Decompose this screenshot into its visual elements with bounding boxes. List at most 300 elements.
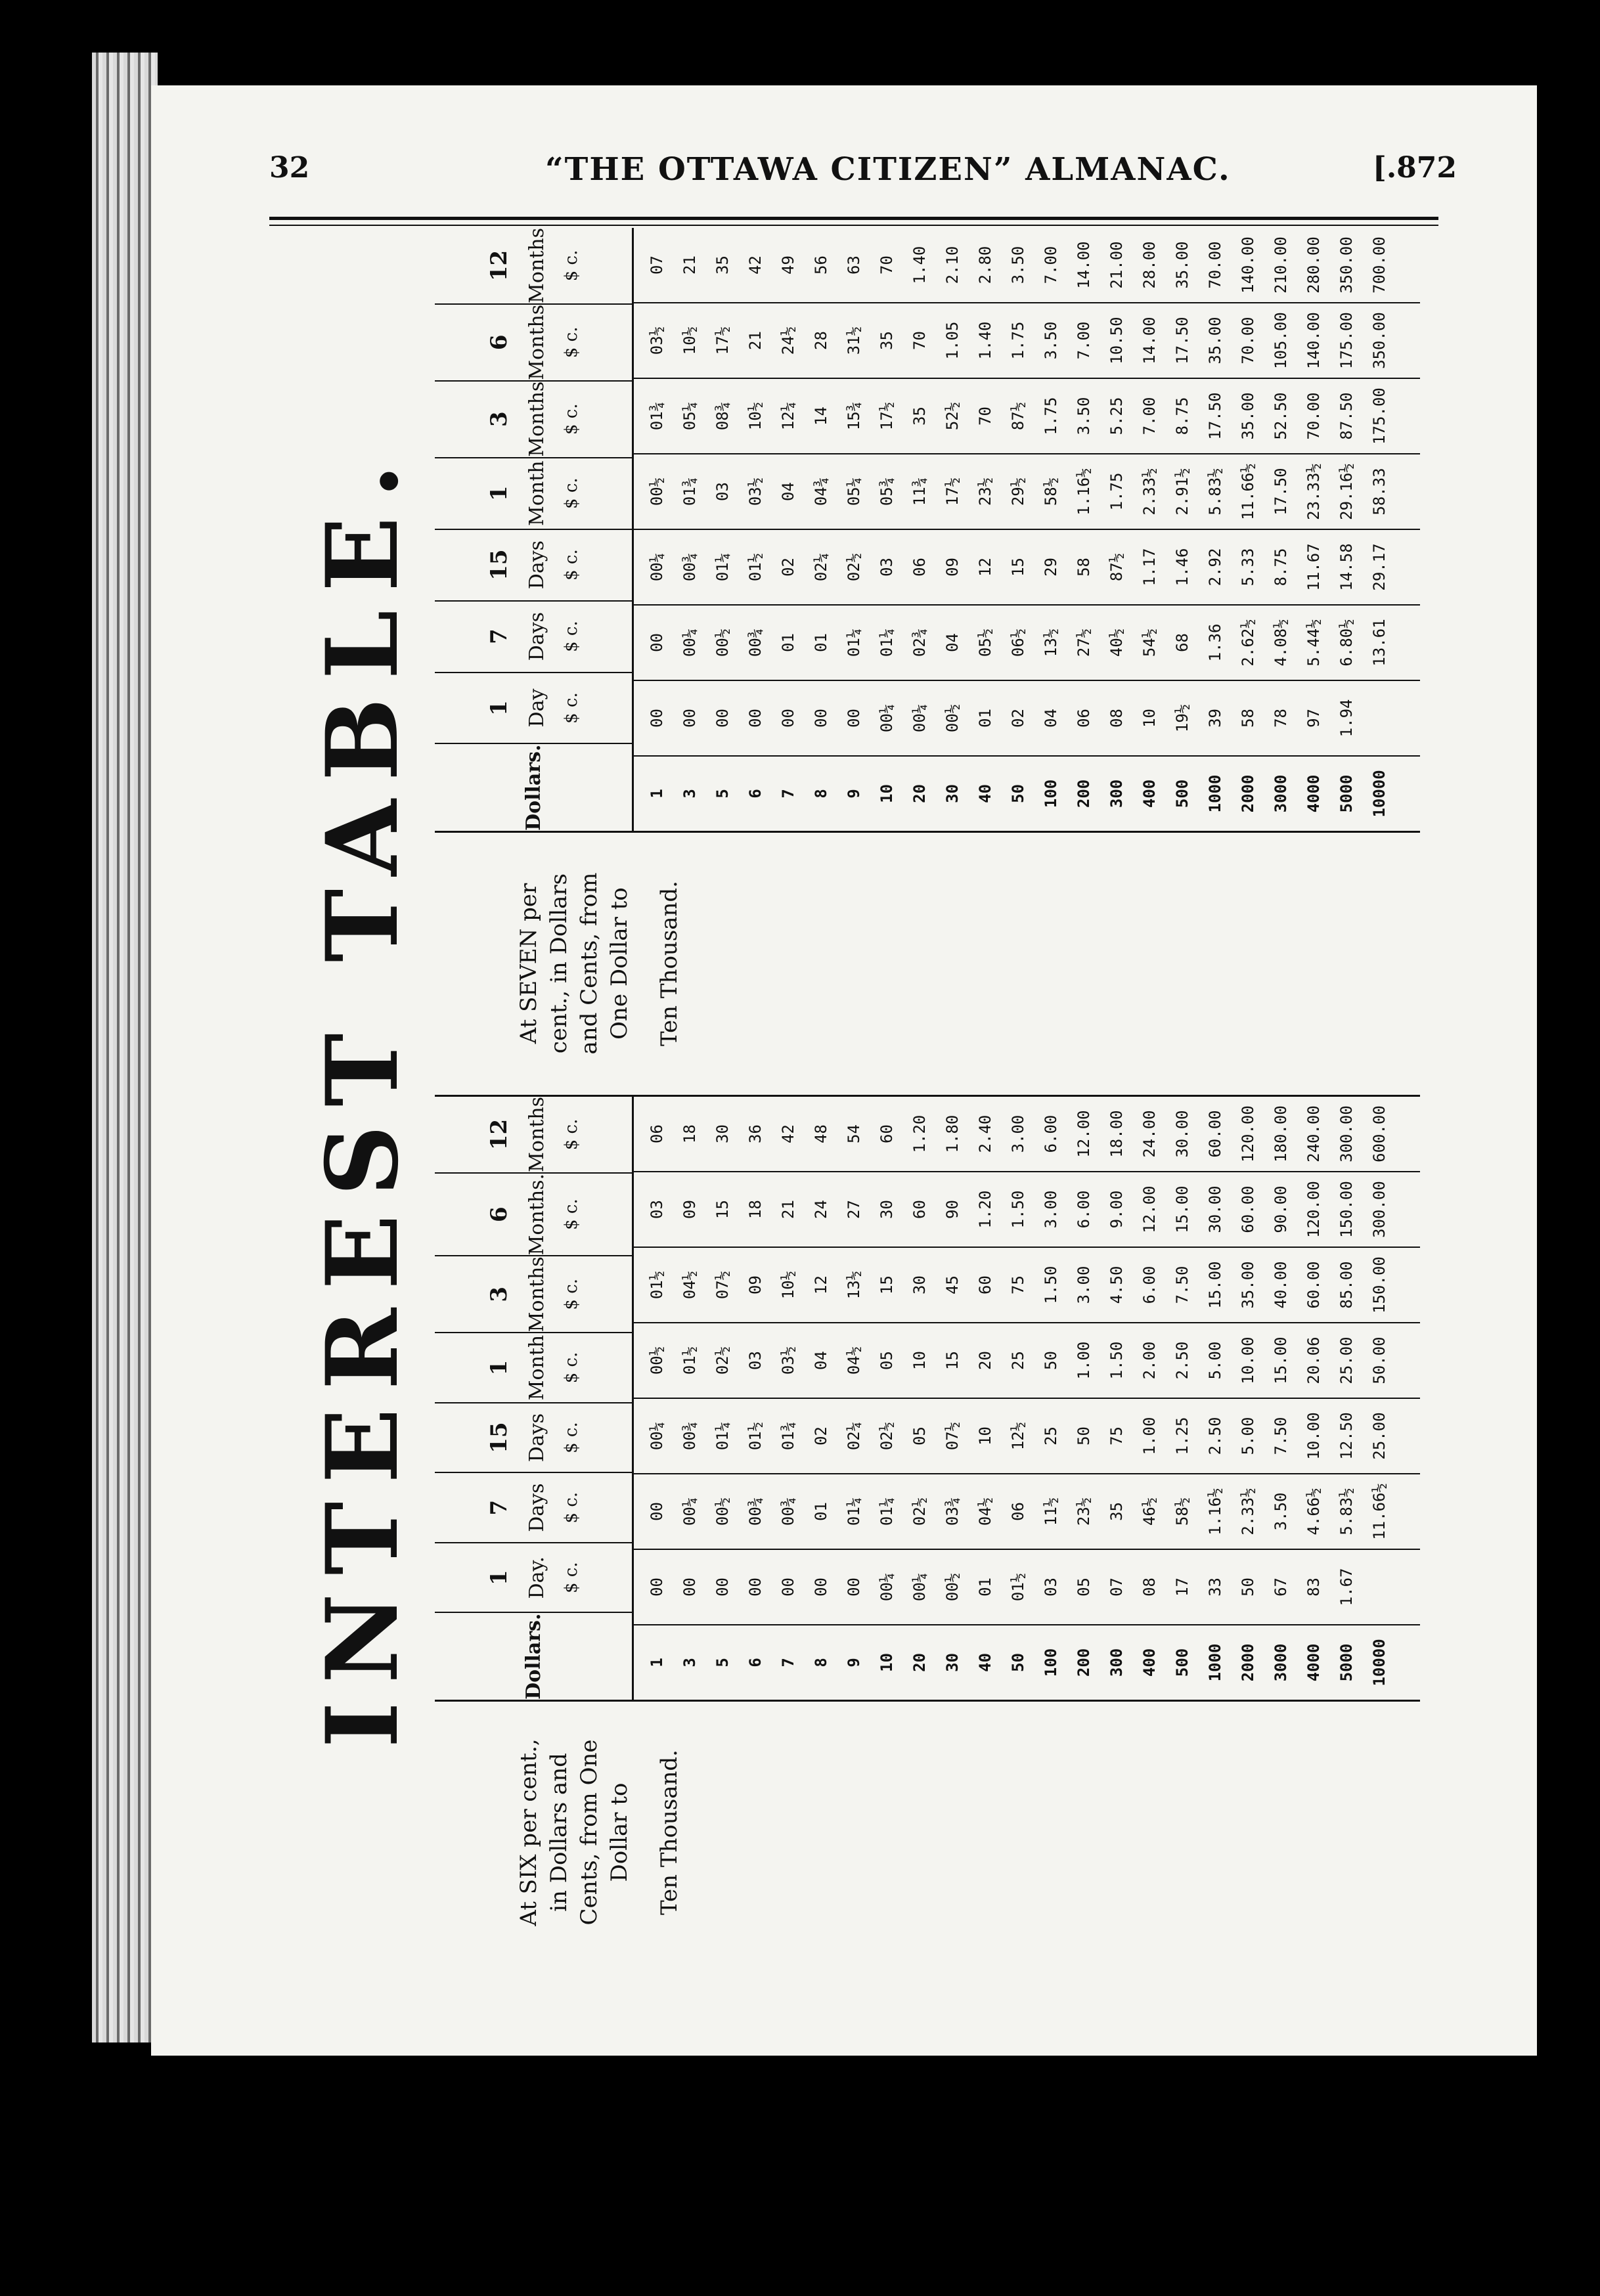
six-header-period: 3 xyxy=(485,1286,512,1302)
six-interest-value: 7.50 xyxy=(1272,1417,1290,1455)
six-dollar-amount: 3000 xyxy=(1272,1643,1290,1682)
six-header-currency: $ c. xyxy=(561,1199,581,1230)
seven-dollar-amount: 50 xyxy=(1009,784,1027,803)
six-interest-value: 24 xyxy=(812,1200,830,1219)
seven-header-cell xyxy=(435,382,632,458)
six-header-period: 15 xyxy=(485,1422,512,1453)
seven-header-cell xyxy=(435,305,632,382)
seven-dollar-amount: 2000 xyxy=(1239,774,1257,813)
six-interest-value: 60 xyxy=(910,1200,929,1219)
seven-header-period: 1 xyxy=(485,700,512,716)
seven-header-unit: Months xyxy=(525,381,548,457)
six-header-unit: Dollars. xyxy=(522,1613,545,1700)
six-header-currency: $ c. xyxy=(561,1491,581,1524)
seven-interest-value: 63 xyxy=(845,255,863,275)
six-header-period: 6 xyxy=(485,1206,512,1222)
seven-interest-value: 17½ xyxy=(878,401,896,431)
seven-interest-value: 2.62½ xyxy=(1239,619,1257,667)
six-interest-value: 1.67 xyxy=(1337,1568,1356,1606)
six-interest-column xyxy=(634,1248,1420,1323)
six-header-currency: $ c. xyxy=(561,1422,581,1453)
six-interest-value: 83 xyxy=(1304,1577,1323,1597)
almanac-page xyxy=(151,85,1537,2056)
six-header-period: 1 xyxy=(485,1359,512,1376)
six-interest-value: 00¾ xyxy=(779,1497,797,1526)
seven-interest-value: 01 xyxy=(976,708,994,728)
six-interest-value: 08 xyxy=(1140,1577,1159,1597)
seven-interest-value: 40½ xyxy=(1107,628,1126,657)
seven-interest-value: 29½ xyxy=(1009,477,1027,506)
seven-interest-value: 1.36 xyxy=(1206,623,1224,662)
six-header-unit: Months xyxy=(525,1097,548,1172)
seven-percent-table xyxy=(435,228,1420,831)
seven-interest-value: 3.50 xyxy=(1075,397,1093,435)
six-dollar-amount: 8 xyxy=(812,1658,830,1667)
six-dollar-amount: 200 xyxy=(1075,1648,1093,1677)
seven-interest-value: 52½ xyxy=(943,401,962,431)
seven-dollar-amount: 100 xyxy=(1042,779,1060,808)
seven-interest-value: 01 xyxy=(779,633,797,652)
six-interest-value: 00¾ xyxy=(680,1421,699,1451)
seven-interest-value: 05¼ xyxy=(680,401,699,431)
seven-interest-value: 2.10 xyxy=(943,246,962,284)
six-header-cell xyxy=(435,1174,632,1256)
six-interest-value: 5.83½ xyxy=(1337,1488,1356,1535)
seven-interest-value: 00 xyxy=(648,708,666,728)
six-interest-column xyxy=(634,1474,1420,1550)
six-interest-value: 15 xyxy=(713,1200,732,1219)
six-interest-value: 18.00 xyxy=(1107,1110,1126,1158)
seven-interest-value: 5.33 xyxy=(1239,548,1257,586)
six-dollar-amount: 3 xyxy=(680,1658,699,1667)
seven-interest-value: 04 xyxy=(779,482,797,501)
seven-dollar-amount: 400 xyxy=(1140,779,1159,808)
six-interest-value: 60.00 xyxy=(1304,1261,1323,1309)
six-interest-value: 04½ xyxy=(845,1346,863,1375)
six-interest-value: 1.20 xyxy=(910,1115,929,1153)
seven-dollar-amount: 8 xyxy=(812,789,830,799)
six-interest-value: 240.00 xyxy=(1304,1105,1323,1162)
six-percent-caption xyxy=(435,1700,1420,1964)
six-interest-value: 54 xyxy=(845,1124,863,1143)
seven-header-currency: $ c. xyxy=(561,326,581,359)
six-interest-value: 60 xyxy=(976,1275,994,1294)
seven-interest-value: 1.75 xyxy=(1009,321,1027,360)
seven-interest-value: 280.00 xyxy=(1304,236,1323,294)
seven-interest-value: 15¾ xyxy=(845,401,863,431)
seven-interest-value: 03 xyxy=(713,482,732,501)
seven-interest-value: 00 xyxy=(845,708,863,728)
seven-interest-value: 00 xyxy=(746,708,765,728)
seven-interest-value: 21 xyxy=(746,331,765,350)
seven-interest-value: 5.83½ xyxy=(1206,468,1224,516)
seven-interest-value: 58 xyxy=(1075,558,1093,577)
seven-interest-value: 2.33½ xyxy=(1140,468,1159,516)
six-dollar-amount: 4000 xyxy=(1304,1643,1323,1682)
six-interest-value: 30.00 xyxy=(1173,1110,1191,1158)
seven-dollar-amount: 5000 xyxy=(1337,774,1356,813)
six-interest-value: 01½ xyxy=(1009,1572,1027,1602)
seven-caption-line2: Ten Thousand. xyxy=(656,881,682,1046)
six-interest-value: 25 xyxy=(1042,1426,1060,1446)
seven-interest-column xyxy=(634,681,1420,757)
seven-interest-value: 00¼ xyxy=(680,628,699,657)
six-interest-value: 15 xyxy=(878,1275,896,1294)
seven-interest-value: 70.00 xyxy=(1206,241,1224,289)
six-interest-value: 00¼ xyxy=(648,1421,666,1451)
six-header-currency: $ c. xyxy=(561,1278,581,1310)
six-interest-value: 150.00 xyxy=(1370,1256,1389,1314)
six-interest-value: 00 xyxy=(845,1577,863,1597)
seven-header-cell xyxy=(435,530,632,602)
almanac-title: “THE OTTAWA CITIZEN” ALMANAC. xyxy=(545,151,1231,188)
six-interest-value: 1.00 xyxy=(1075,1341,1093,1380)
seven-header-unit: Months xyxy=(525,228,548,303)
seven-interest-value: 8.75 xyxy=(1272,548,1290,586)
six-interest-value: 00 xyxy=(648,1577,666,1597)
six-header-period: 7 xyxy=(485,1499,512,1516)
six-interest-value: 60.00 xyxy=(1206,1110,1224,1158)
six-dollar-amount: 500 xyxy=(1173,1648,1191,1677)
six-interest-value: 15.00 xyxy=(1272,1336,1290,1384)
seven-dollar-amount: 3000 xyxy=(1272,774,1290,813)
seven-interest-value: 56 xyxy=(812,255,830,275)
seven-dollar-amount: 30 xyxy=(943,784,962,803)
six-header-unit: Days xyxy=(525,1483,548,1532)
seven-interest-value: 7.00 xyxy=(1140,397,1159,435)
six-interest-value: 85.00 xyxy=(1337,1261,1356,1309)
six-interest-value: 75 xyxy=(1107,1426,1126,1446)
seven-interest-value: 17½ xyxy=(713,326,732,355)
six-interest-value: 300.00 xyxy=(1370,1181,1389,1238)
six-interest-column xyxy=(634,1399,1420,1474)
seven-interest-value: 140.00 xyxy=(1239,236,1257,294)
six-interest-value: 1.16½ xyxy=(1206,1488,1224,1535)
six-interest-column xyxy=(634,1323,1420,1399)
six-dollar-amount: 30 xyxy=(943,1652,962,1672)
six-dollar-amount: 400 xyxy=(1140,1648,1159,1677)
table-title: INTEREST TABLE. xyxy=(305,445,420,1748)
six-interest-value: 00 xyxy=(779,1577,797,1597)
six-interest-value: 60 xyxy=(878,1124,896,1143)
seven-interest-value: 21.00 xyxy=(1107,241,1126,289)
six-interest-value: 00 xyxy=(713,1577,732,1597)
seven-interest-value: 06½ xyxy=(1009,628,1027,657)
six-caption-line2: Ten Thousand. xyxy=(656,1750,682,1915)
seven-interest-value: 87.50 xyxy=(1337,392,1356,440)
six-header-currency: $ c. xyxy=(561,1352,581,1384)
six-interest-value: 30.00 xyxy=(1206,1185,1224,1233)
six-interest-value: 90 xyxy=(943,1200,962,1219)
six-interest-value: 03½ xyxy=(779,1346,797,1375)
six-interest-value: 00 xyxy=(648,1502,666,1521)
seven-dollar-amount: 5 xyxy=(713,789,732,799)
seven-interest-value: 1.16½ xyxy=(1075,468,1093,516)
seven-header-currency: $ c. xyxy=(561,621,581,652)
seven-interest-value: 01¾ xyxy=(680,477,699,506)
six-interest-value: 2.40 xyxy=(976,1115,994,1153)
seven-interest-value: 70 xyxy=(976,407,994,426)
seven-interest-value: 35.00 xyxy=(1173,241,1191,289)
six-interest-value: 20 xyxy=(976,1351,994,1370)
seven-interest-value: 5.25 xyxy=(1107,397,1126,435)
six-interest-value: 150.00 xyxy=(1337,1181,1356,1238)
seven-dollar-amount: 10000 xyxy=(1370,770,1389,818)
six-interest-value: 1.50 xyxy=(1042,1266,1060,1304)
six-interest-value: 9.00 xyxy=(1107,1190,1126,1229)
six-interest-value: 06 xyxy=(648,1124,666,1143)
seven-header-period: 7 xyxy=(485,629,512,644)
seven-interest-value: 35 xyxy=(910,407,929,426)
six-interest-value: 1.80 xyxy=(943,1115,962,1153)
seven-interest-value: 14.00 xyxy=(1140,317,1159,364)
six-interest-value: 5.00 xyxy=(1206,1341,1224,1380)
seven-interest-value: 00½ xyxy=(648,477,666,506)
seven-header-unit: Days xyxy=(525,611,548,661)
six-interest-value: 1.50 xyxy=(1107,1341,1126,1380)
six-interest-value: 01 xyxy=(812,1502,830,1521)
six-interest-value: 90.00 xyxy=(1272,1185,1290,1233)
six-interest-value: 75 xyxy=(1009,1275,1027,1294)
seven-dollar-amount: 40 xyxy=(976,784,994,803)
seven-dollar-amount: 500 xyxy=(1173,779,1191,808)
seven-interest-value: 21 xyxy=(680,255,699,275)
seven-header-unit: Month xyxy=(525,460,548,526)
seven-interest-value: 02 xyxy=(1009,708,1027,728)
seven-interest-value: 01 xyxy=(812,633,830,652)
seven-interest-value: 7.00 xyxy=(1042,246,1060,284)
seven-interest-value: 00¾ xyxy=(746,628,765,657)
six-header-period: 1 xyxy=(485,1570,512,1586)
six-interest-value: 11.66½ xyxy=(1370,1483,1389,1540)
six-header-cell xyxy=(435,1473,632,1543)
page-number: 32 xyxy=(269,151,310,185)
six-interest-value: 03¾ xyxy=(943,1497,962,1526)
six-interest-value: 600.00 xyxy=(1370,1105,1389,1162)
seven-header-period: 3 xyxy=(485,411,512,428)
seven-interest-value: 70.00 xyxy=(1304,392,1323,440)
seven-header-cell xyxy=(435,458,632,530)
six-interest-value: 00 xyxy=(746,1577,765,1597)
seven-interest-value: 175.00 xyxy=(1370,387,1389,445)
six-interest-value: 1.00 xyxy=(1140,1417,1159,1455)
seven-interest-value: 54½ xyxy=(1140,628,1159,657)
seven-interest-value: 28.00 xyxy=(1140,241,1159,289)
seven-interest-value: 06 xyxy=(1075,708,1093,728)
six-interest-value: 3.00 xyxy=(1075,1266,1093,1304)
six-interest-value: 01¾ xyxy=(779,1421,797,1451)
seven-dollar-amount: 3 xyxy=(680,789,699,799)
six-interest-value: 4.66½ xyxy=(1304,1488,1323,1535)
six-header-cell xyxy=(435,1543,632,1614)
seven-header-period: 1 xyxy=(485,485,512,501)
seven-interest-value: 7.00 xyxy=(1075,321,1093,360)
seven-interest-value: 70 xyxy=(910,331,929,350)
six-interest-value: 01½ xyxy=(648,1270,666,1300)
seven-dollar-amount: 1000 xyxy=(1206,774,1224,813)
seven-interest-value: 04 xyxy=(943,633,962,652)
six-interest-value: 1.50 xyxy=(1009,1190,1027,1229)
six-header-period: 12 xyxy=(485,1118,512,1151)
seven-header-currency: $ c. xyxy=(561,250,581,282)
seven-interest-value: 03½ xyxy=(746,477,765,506)
seven-interest-value: 87½ xyxy=(1009,401,1027,431)
six-dollars-column xyxy=(634,1625,1420,1700)
six-body xyxy=(634,1097,1420,1700)
six-interest-value: 7.50 xyxy=(1173,1266,1191,1304)
six-interest-value: 00 xyxy=(812,1577,830,1597)
six-interest-value: 11½ xyxy=(1042,1497,1060,1526)
seven-interest-column xyxy=(634,303,1420,379)
six-interest-value: 58½ xyxy=(1173,1497,1191,1526)
seven-interest-value: 00½ xyxy=(943,703,962,733)
seven-interest-value: 23½ xyxy=(976,477,994,506)
six-interest-value: 1.25 xyxy=(1173,1417,1191,1455)
seven-interest-value: 13.61 xyxy=(1370,619,1389,667)
seven-interest-value: 1.05 xyxy=(943,321,962,360)
six-dollar-amount: 9 xyxy=(845,1658,863,1667)
seven-interest-value: 3.50 xyxy=(1042,321,1060,360)
seven-interest-column xyxy=(634,228,1420,303)
seven-interest-value: 42 xyxy=(746,255,765,275)
six-interest-value: 2.33½ xyxy=(1239,1488,1257,1535)
seven-interest-value: 29.16½ xyxy=(1337,463,1356,520)
seven-interest-value: 700.00 xyxy=(1370,236,1389,294)
seven-interest-value: 1.75 xyxy=(1042,397,1060,435)
six-dollar-amount: 10000 xyxy=(1370,1639,1389,1687)
seven-interest-value: 05½ xyxy=(976,628,994,657)
six-interest-value: 18 xyxy=(680,1124,699,1143)
seven-interest-value: 1.94 xyxy=(1337,699,1356,738)
seven-interest-value: 10.50 xyxy=(1107,317,1126,364)
seven-interest-value: 35 xyxy=(713,255,732,275)
seven-interest-value: 07 xyxy=(648,255,666,275)
six-interest-value: 60.00 xyxy=(1239,1185,1257,1233)
six-interest-value: 10.00 xyxy=(1239,1336,1257,1384)
seven-interest-value: 02¼ xyxy=(812,552,830,582)
six-interest-value: 30 xyxy=(713,1124,732,1143)
seven-interest-value: 2.91½ xyxy=(1173,468,1191,516)
six-interest-value: 02½ xyxy=(713,1346,732,1375)
seven-interest-value: 29.17 xyxy=(1370,543,1389,591)
seven-percent-section xyxy=(435,228,1420,1095)
seven-interest-value: 35 xyxy=(878,331,896,350)
seven-interest-value: 14.00 xyxy=(1075,241,1093,289)
six-interest-value: 30 xyxy=(878,1200,896,1219)
six-interest-value: 25 xyxy=(1009,1351,1027,1370)
seven-interest-value: 00 xyxy=(648,633,666,652)
seven-interest-value: 19½ xyxy=(1173,703,1191,733)
six-interest-value: 3.00 xyxy=(1009,1115,1027,1153)
six-interest-value: 07½ xyxy=(713,1270,732,1300)
seven-interest-value: 00¼ xyxy=(878,703,896,733)
seven-interest-value: 12 xyxy=(976,558,994,577)
seven-interest-value: 97 xyxy=(1304,708,1323,728)
seven-interest-value: 4.08½ xyxy=(1272,619,1290,667)
seven-interest-value: 105.00 xyxy=(1272,312,1290,369)
seven-interest-value: 00¼ xyxy=(648,552,666,582)
seven-interest-value: 10½ xyxy=(746,401,765,431)
seven-interest-value: 5.44½ xyxy=(1304,619,1323,667)
six-interest-value: 12.00 xyxy=(1075,1110,1093,1158)
seven-interest-value: 1.40 xyxy=(910,246,929,284)
seven-interest-value: 01¼ xyxy=(713,552,732,582)
seven-percent-caption xyxy=(435,831,1420,1095)
seven-caption-line1: At SEVEN per cent., in Dollars and Cents, from One Dollar to xyxy=(516,872,633,1055)
six-dollar-amount: 50 xyxy=(1009,1652,1027,1672)
six-interest-value: 01¼ xyxy=(713,1421,732,1451)
seven-interest-value: 78 xyxy=(1272,708,1290,728)
six-dollar-amount: 10 xyxy=(878,1652,896,1672)
seven-header-cell xyxy=(435,602,632,673)
seven-interest-value: 03½ xyxy=(648,326,666,355)
six-header-currency: $ c. xyxy=(561,1118,581,1151)
seven-interest-value: 00 xyxy=(779,708,797,728)
seven-header-currency: $ c. xyxy=(561,549,581,581)
six-interest-value: 50 xyxy=(1042,1351,1060,1370)
seven-interest-value: 350.00 xyxy=(1370,312,1389,369)
seven-interest-value: 87½ xyxy=(1107,552,1126,582)
seven-interest-value: 09 xyxy=(943,558,962,577)
six-interest-value: 21 xyxy=(779,1200,797,1219)
six-interest-value: 50 xyxy=(1075,1426,1093,1446)
six-interest-value: 3.50 xyxy=(1272,1492,1290,1531)
six-interest-value: 18 xyxy=(746,1200,765,1219)
six-interest-value: 10.00 xyxy=(1304,1412,1323,1460)
seven-interest-value: 3.50 xyxy=(1009,246,1027,284)
seven-dollar-amount: 20 xyxy=(910,784,929,803)
six-dollar-amount: 5000 xyxy=(1337,1643,1356,1682)
seven-header-cell xyxy=(435,228,632,305)
seven-interest-value: 00 xyxy=(713,708,732,728)
seven-interest-value: 00¾ xyxy=(680,552,699,582)
seven-header-unit: Day xyxy=(525,688,548,728)
six-interest-value: 10 xyxy=(910,1351,929,1370)
six-interest-value: 07 xyxy=(1107,1577,1126,1597)
seven-interest-value: 24½ xyxy=(779,326,797,355)
six-interest-value: 24.00 xyxy=(1140,1110,1159,1158)
six-interest-value: 120.00 xyxy=(1304,1181,1323,1238)
six-interest-value: 05 xyxy=(910,1426,929,1446)
six-interest-value: 02½ xyxy=(910,1497,929,1526)
seven-interest-value: 58½ xyxy=(1042,477,1060,506)
rotated-table-block xyxy=(271,230,1440,1964)
six-header-unit: Days xyxy=(525,1413,548,1463)
seven-interest-value: 29 xyxy=(1042,558,1060,577)
seven-interest-column xyxy=(634,454,1420,530)
six-interest-value: 09 xyxy=(746,1275,765,1294)
six-interest-value: 25.00 xyxy=(1370,1412,1389,1460)
seven-interest-value: 140.00 xyxy=(1304,312,1323,369)
six-interest-column xyxy=(634,1550,1420,1625)
six-interest-value: 00½ xyxy=(713,1497,732,1526)
seven-interest-value: 00¼ xyxy=(910,703,929,733)
seven-interest-value: 17.50 xyxy=(1272,468,1290,516)
six-dollar-amount: 1000 xyxy=(1206,1643,1224,1682)
six-dollar-amount: 300 xyxy=(1107,1648,1126,1677)
six-dollar-amount: 40 xyxy=(976,1652,994,1672)
six-caption-line1: At SIX per cent., in Dollars and Cents, from One Dollar to xyxy=(516,1738,633,1926)
six-header-unit: Months. xyxy=(525,1173,548,1256)
six-interest-value: 120.00 xyxy=(1239,1105,1257,1162)
six-interest-value: 13½ xyxy=(845,1270,863,1300)
seven-interest-value: 06 xyxy=(910,558,929,577)
six-interest-value: 20.06 xyxy=(1304,1336,1323,1384)
six-interest-value: 42 xyxy=(779,1124,797,1143)
seven-dollars-column xyxy=(634,757,1420,831)
seven-interest-value: 01½ xyxy=(746,552,765,582)
six-interest-value: 00 xyxy=(680,1577,699,1597)
